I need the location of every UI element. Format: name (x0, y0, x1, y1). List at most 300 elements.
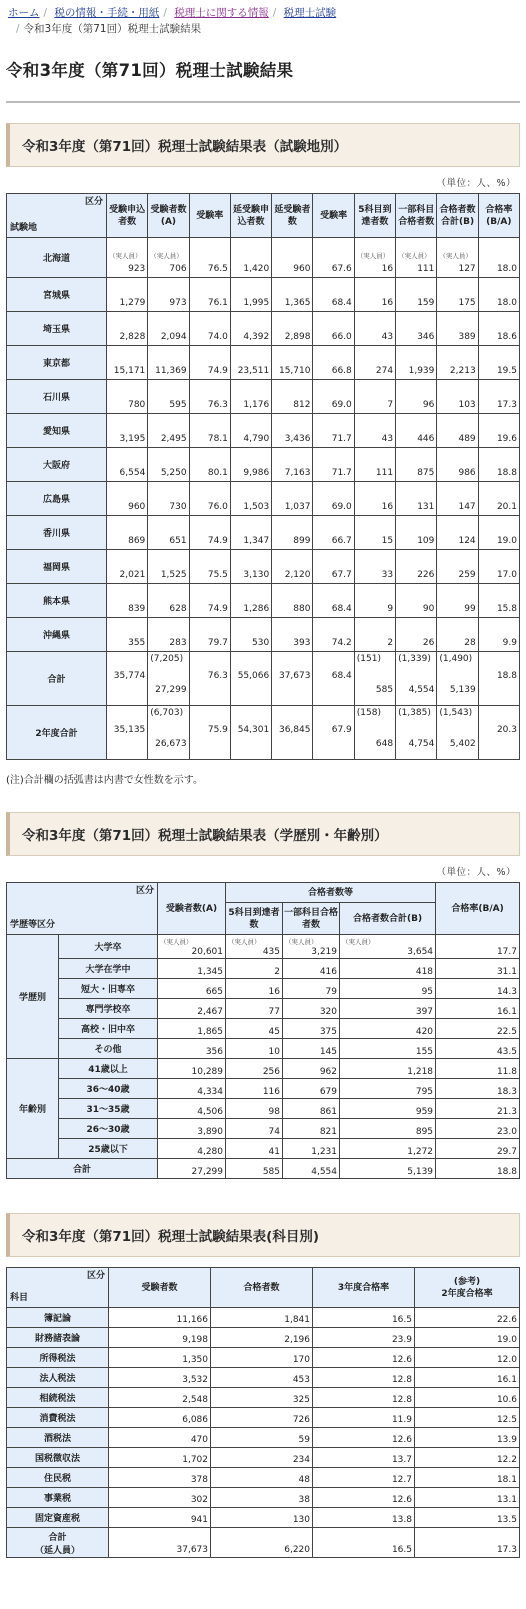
table-cell (158, 1119, 226, 1139)
row-header: その他 (59, 1039, 158, 1059)
row-header: 41歳以上 (59, 1059, 158, 1079)
cell-value: 48 (298, 1475, 310, 1485)
cell-value: 706 (169, 264, 187, 274)
cell-value: 1,279 (119, 298, 146, 308)
table-cell (396, 584, 437, 618)
table-cell (109, 1348, 211, 1368)
table-cell (313, 1448, 415, 1468)
table-cell (313, 1408, 415, 1428)
row-header: 合計 (7, 1159, 158, 1179)
cell-value: 4,280 (197, 1147, 223, 1157)
cell-value: 780 (128, 400, 146, 410)
table-row (7, 238, 520, 278)
cell-value: 3,654 (407, 947, 434, 957)
table-cell (107, 414, 148, 448)
table-cell (313, 652, 354, 706)
table-cell (230, 448, 271, 482)
column-header: 合格率(B/A) (478, 194, 519, 238)
table-cell (283, 1059, 340, 1079)
cell-value: 13.5 (496, 1515, 517, 1525)
row-header: 熊本県 (7, 584, 107, 618)
cell-value: 16.5 (391, 1545, 412, 1555)
cell-value: 45 (268, 1027, 280, 1037)
table-row (7, 346, 520, 380)
cell-value: 76.3 (207, 400, 228, 410)
cell-value: 13.1 (496, 1495, 517, 1505)
table-cell (313, 1468, 415, 1488)
cell-value: 1,525 (160, 570, 187, 580)
cell-value: 74 (268, 1127, 280, 1137)
breadcrumb (6, 0, 520, 37)
table-row (7, 1059, 520, 1079)
row-header: 宮城県 (7, 278, 107, 312)
cell-value: 3,130 (243, 570, 270, 580)
table-cell (283, 1019, 340, 1039)
cell-value: 43 (381, 434, 394, 444)
column-header: 合格者数合計(B) (437, 194, 478, 238)
table-cell (415, 1388, 520, 1408)
column-header: (参考) 2年度合格率 (415, 1268, 520, 1308)
cell-value: 18.8 (496, 468, 517, 478)
cell-value: 16 (381, 298, 394, 308)
table-cell (109, 1388, 211, 1408)
column-header: 受験者数(A) (148, 194, 189, 238)
cell-value: 74.0 (207, 332, 228, 342)
results-by-education-age-table (6, 882, 520, 1179)
cell-value: 12.8 (391, 1395, 412, 1405)
table-cell (313, 1508, 415, 1528)
table-cell (189, 238, 230, 278)
row-header: 短大・旧専卒 (59, 979, 158, 999)
cell-value: 10.6 (496, 1395, 517, 1405)
cell-value: 17.3 (496, 1545, 517, 1555)
unit-tag: （実人員） (109, 252, 142, 260)
table-cell (148, 584, 189, 618)
cell-value: 5,139 (449, 685, 476, 695)
cell-value: 923 (128, 264, 146, 274)
table-cell (109, 1368, 211, 1388)
table-cell (230, 312, 271, 346)
cell-value: 5,139 (407, 1167, 434, 1177)
cell-value: 4,554 (311, 1167, 337, 1177)
table-cell (272, 584, 313, 618)
cell-value: 90 (422, 604, 435, 614)
table-cell (478, 584, 519, 618)
row-header: 相続税法 (7, 1388, 109, 1408)
cell-value: 435 (262, 947, 280, 957)
cell-value: 18.6 (496, 332, 517, 342)
table-cell (396, 706, 437, 760)
cell-value: 170 (292, 1355, 310, 1365)
table-cell (437, 482, 478, 516)
cell-value: 175 (458, 298, 476, 308)
table-cell (148, 238, 189, 278)
cell-value: 16.1 (496, 1007, 517, 1017)
table-cell (109, 1508, 211, 1528)
row-header: 消費税法 (7, 1408, 109, 1428)
cell-value: 23,511 (237, 366, 270, 376)
table-row (7, 584, 520, 618)
cell-value: 2,213 (449, 366, 476, 376)
cell-value: 130 (292, 1515, 310, 1525)
column-header: 合格者数 (211, 1268, 313, 1308)
table-cell (437, 312, 478, 346)
table-cell (415, 1348, 520, 1368)
table-cell (313, 346, 354, 380)
column-header: 5科目到達者数 (354, 194, 395, 238)
column-header: 受験者数(A) (158, 883, 226, 935)
cell-value: 960 (128, 502, 146, 512)
cell-value: 2,495 (160, 434, 187, 444)
cell-value: 79.7 (207, 638, 228, 648)
table-cell (283, 1119, 340, 1139)
cell-value: 13.9 (496, 1435, 517, 1445)
table-cell (437, 238, 478, 278)
table-cell (226, 1079, 283, 1099)
column-header: 受験率 (313, 194, 354, 238)
table-cell (354, 516, 395, 550)
table-cell (211, 1468, 313, 1488)
table-cell (189, 482, 230, 516)
cell-value: 29.7 (496, 1147, 517, 1157)
table-cell (437, 448, 478, 482)
table-cell (396, 448, 437, 482)
cell-value: 389 (458, 332, 476, 342)
cell-value: 1,995 (243, 298, 270, 308)
table-cell (436, 999, 520, 1019)
cell-value: 31.1 (496, 967, 517, 977)
table-row (7, 1119, 520, 1139)
table-cell (230, 380, 271, 414)
unit-tag: （実人員） (150, 252, 183, 260)
cell-value: 79 (325, 987, 337, 997)
cell-value: 68.4 (331, 298, 352, 308)
table-cell (230, 618, 271, 652)
table-cell (211, 1368, 313, 1388)
table-cell (340, 1159, 436, 1179)
cell-value: 1,345 (197, 967, 223, 977)
table-row (7, 516, 520, 550)
table-cell (109, 1468, 211, 1488)
table-cell (109, 1308, 211, 1328)
table-row (7, 448, 520, 482)
table-cell (313, 1368, 415, 1388)
total-row (7, 1159, 520, 1179)
table-cell (109, 1428, 211, 1448)
cell-value: 16 (381, 502, 394, 512)
cell-value: 19.5 (496, 366, 517, 376)
cell-value: 899 (293, 536, 311, 546)
table-row (7, 1508, 520, 1528)
breadcrumb-separator: / (163, 7, 167, 19)
table-cell (226, 1039, 283, 1059)
table-cell (226, 1019, 283, 1039)
cell-value: 986 (458, 468, 476, 478)
cell-value: 5,402 (449, 739, 476, 749)
cell-value: 12.6 (391, 1355, 412, 1365)
cell-value: 2 (274, 967, 280, 977)
table-cell (436, 935, 520, 959)
row-header: 36～40歳 (59, 1079, 158, 1099)
breadcrumb-separator: / (272, 7, 277, 19)
table-cell (340, 1119, 436, 1139)
table-cell (230, 278, 271, 312)
row-header: 法人税法 (7, 1368, 109, 1388)
row-header: 大阪府 (7, 448, 107, 482)
table-cell (436, 1119, 520, 1139)
unit-tag: （実人員） (439, 252, 472, 260)
table-cell (189, 550, 230, 584)
table-cell (396, 618, 437, 652)
cell-value: 16.5 (391, 1315, 412, 1325)
cell-value: 16.1 (496, 1375, 517, 1385)
cell-value: 420 (415, 1027, 434, 1037)
cell-value: 74.9 (207, 536, 228, 546)
breadcrumb-exam-link[interactable]: 税理士試験 (283, 7, 337, 19)
cell-value: 628 (169, 604, 187, 614)
cell-value: 37,673 (176, 1545, 208, 1555)
women-count: (1,385) (398, 708, 431, 718)
cell-value: 1,286 (243, 604, 270, 614)
row-header: 香川県 (7, 516, 107, 550)
table-cell (211, 1328, 313, 1348)
cell-value: 1,037 (284, 502, 311, 512)
breadcrumb-home-link[interactable]: ホーム (8, 7, 40, 19)
cell-value: 3,532 (182, 1375, 208, 1385)
unit-label: （単位：人、%） (436, 867, 516, 878)
table-cell (437, 516, 478, 550)
table-cell (107, 584, 148, 618)
row-header: 簿記論 (7, 1308, 109, 1328)
table-cell (272, 482, 313, 516)
row-header: 酒税法 (7, 1428, 109, 1448)
table-cell (272, 618, 313, 652)
table-cell (272, 516, 313, 550)
cell-value: 795 (415, 1087, 434, 1097)
cell-value: 1,350 (182, 1355, 208, 1365)
table-cell (415, 1528, 520, 1558)
cell-value: 131 (417, 502, 435, 512)
cell-value: 11,369 (155, 366, 187, 376)
table-cell (107, 618, 148, 652)
cell-value: 22.6 (496, 1315, 517, 1325)
table-cell (148, 414, 189, 448)
cell-value: 2,021 (119, 570, 146, 580)
table-cell (158, 1079, 226, 1099)
table-cell (340, 999, 436, 1019)
row-header: 大学卒 (59, 935, 158, 959)
table-cell (272, 312, 313, 346)
cell-value: 20.1 (496, 502, 517, 512)
table-cell (107, 448, 148, 482)
cell-value: 418 (415, 967, 434, 977)
table-cell (283, 999, 340, 1019)
table-cell (437, 278, 478, 312)
table-cell (189, 516, 230, 550)
cell-value: 20.3 (496, 725, 517, 735)
table-cell (272, 238, 313, 278)
cell-value: 679 (319, 1087, 337, 1097)
row-group-header: 学歴別 (7, 935, 59, 1059)
row-header: 2年度合計 (7, 706, 107, 760)
cell-value: 33 (381, 570, 394, 580)
cell-value: 69.0 (331, 502, 352, 512)
table-cell (109, 1328, 211, 1348)
row-header: 高校・旧中卒 (59, 1019, 158, 1039)
cell-value: 416 (319, 967, 337, 977)
table-cell (478, 278, 519, 312)
cell-value: 259 (458, 570, 476, 580)
cell-value: 17.7 (496, 947, 517, 957)
table-cell (437, 550, 478, 584)
column-header: 合格者数合計(B) (340, 903, 436, 935)
row-header: 31～35歳 (59, 1099, 158, 1119)
table-cell (211, 1448, 313, 1468)
cell-value: 4,754 (408, 739, 435, 749)
cell-value: 18.0 (496, 298, 517, 308)
cell-value: 1,347 (243, 536, 270, 546)
table-cell (396, 516, 437, 550)
table-cell (415, 1428, 520, 1448)
table-row (7, 312, 520, 346)
cell-value: 67.6 (331, 264, 352, 274)
cell-value: 96 (422, 400, 435, 410)
cell-value: 66.7 (331, 536, 352, 546)
row-header: 25歳以下 (59, 1139, 158, 1159)
cell-value: 6,554 (119, 468, 146, 478)
table-cell (148, 516, 189, 550)
cell-value: 302 (190, 1495, 208, 1505)
cell-value: 651 (169, 536, 187, 546)
cell-value: 55,066 (237, 671, 270, 681)
table-cell (437, 652, 478, 706)
cell-value: 489 (458, 434, 476, 444)
cell-value: 159 (417, 298, 435, 308)
table-cell (148, 312, 189, 346)
cell-value: 10,289 (191, 1067, 223, 1077)
cell-value: 7 (387, 400, 394, 410)
table-cell (415, 1368, 520, 1388)
table-cell (272, 652, 313, 706)
table-cell (396, 278, 437, 312)
row-header: 沖縄県 (7, 618, 107, 652)
table-cell (226, 1099, 283, 1119)
table-cell (211, 1408, 313, 1428)
cell-value: 15,710 (278, 366, 311, 376)
cell-value: 78.1 (207, 434, 228, 444)
table-cell (272, 550, 313, 584)
cell-value: 109 (417, 536, 435, 546)
column-group-header: 合格者数等 (226, 883, 436, 903)
table-cell (313, 706, 354, 760)
cell-value: 730 (169, 502, 187, 512)
table-cell (107, 380, 148, 414)
table-cell (148, 278, 189, 312)
row-header: 東京都 (7, 346, 107, 380)
table-cell (272, 448, 313, 482)
cell-value: 76.1 (207, 298, 228, 308)
table-row (7, 1388, 520, 1408)
breadcrumb-tax-info-link[interactable]: 税の情報・手続・用紙 (54, 7, 160, 19)
cell-value: 36,845 (278, 725, 311, 735)
table-cell (158, 999, 226, 1019)
cell-value: 21.3 (496, 1107, 517, 1117)
table-cell (148, 346, 189, 380)
table-cell (313, 1428, 415, 1448)
cell-value: 1,231 (311, 1147, 337, 1157)
table-cell (313, 1328, 415, 1348)
unit-tag: （実人員） (285, 938, 318, 946)
table-cell (107, 238, 148, 278)
table-cell (436, 959, 520, 979)
table-cell (354, 278, 395, 312)
row-header: 石川県 (7, 380, 107, 414)
table-row (7, 1019, 520, 1039)
cell-value: 839 (128, 604, 146, 614)
cell-value: 3,195 (119, 434, 146, 444)
cell-value: 355 (128, 638, 146, 648)
table-cell (354, 550, 395, 584)
table-cell (313, 516, 354, 550)
table-cell (415, 1328, 520, 1348)
table-cell (396, 652, 437, 706)
cell-value: 111 (417, 264, 435, 274)
table-cell (415, 1508, 520, 1528)
cell-value: 356 (205, 1047, 223, 1057)
table-cell (211, 1348, 313, 1368)
column-header: 5科目到達者数 (226, 903, 283, 935)
table-cell (436, 1099, 520, 1119)
table-cell (396, 482, 437, 516)
column-header: 一部科目合格者数 (396, 194, 437, 238)
table-cell (396, 380, 437, 414)
table-cell (478, 706, 519, 760)
table-cell (436, 979, 520, 999)
cell-value: 43.5 (496, 1047, 517, 1057)
row-header: 国税徴収法 (7, 1448, 109, 1468)
table-cell (107, 278, 148, 312)
table-cell (226, 935, 283, 959)
cell-value: 127 (458, 264, 476, 274)
cell-value: 585 (375, 685, 394, 695)
table-cell (109, 1488, 211, 1508)
row-header: 愛知県 (7, 414, 107, 448)
table-cell (230, 706, 271, 760)
column-header: 延受験者数 (272, 194, 313, 238)
table-cell (107, 482, 148, 516)
cell-value: 4,790 (243, 434, 270, 444)
cell-value: 9,986 (243, 468, 270, 478)
table-cell (396, 550, 437, 584)
cell-value: 11,166 (176, 1315, 208, 1325)
table-cell (272, 346, 313, 380)
table-cell (437, 380, 478, 414)
cell-value: 68.4 (331, 604, 352, 614)
cell-value: 226 (417, 570, 435, 580)
table-cell (148, 652, 189, 706)
cell-value: 2,898 (284, 332, 311, 342)
table-cell (148, 448, 189, 482)
table-cell (340, 935, 436, 959)
table-cell (230, 584, 271, 618)
breadcrumb-tax-accountant-info-link[interactable]: 税理士に関する情報 (174, 7, 269, 19)
table-cell (478, 618, 519, 652)
cell-value: 80.1 (207, 468, 228, 478)
table-row (7, 1308, 520, 1328)
table-cell (313, 1388, 415, 1408)
cell-value: 14.3 (496, 987, 517, 997)
total-row (7, 706, 520, 760)
